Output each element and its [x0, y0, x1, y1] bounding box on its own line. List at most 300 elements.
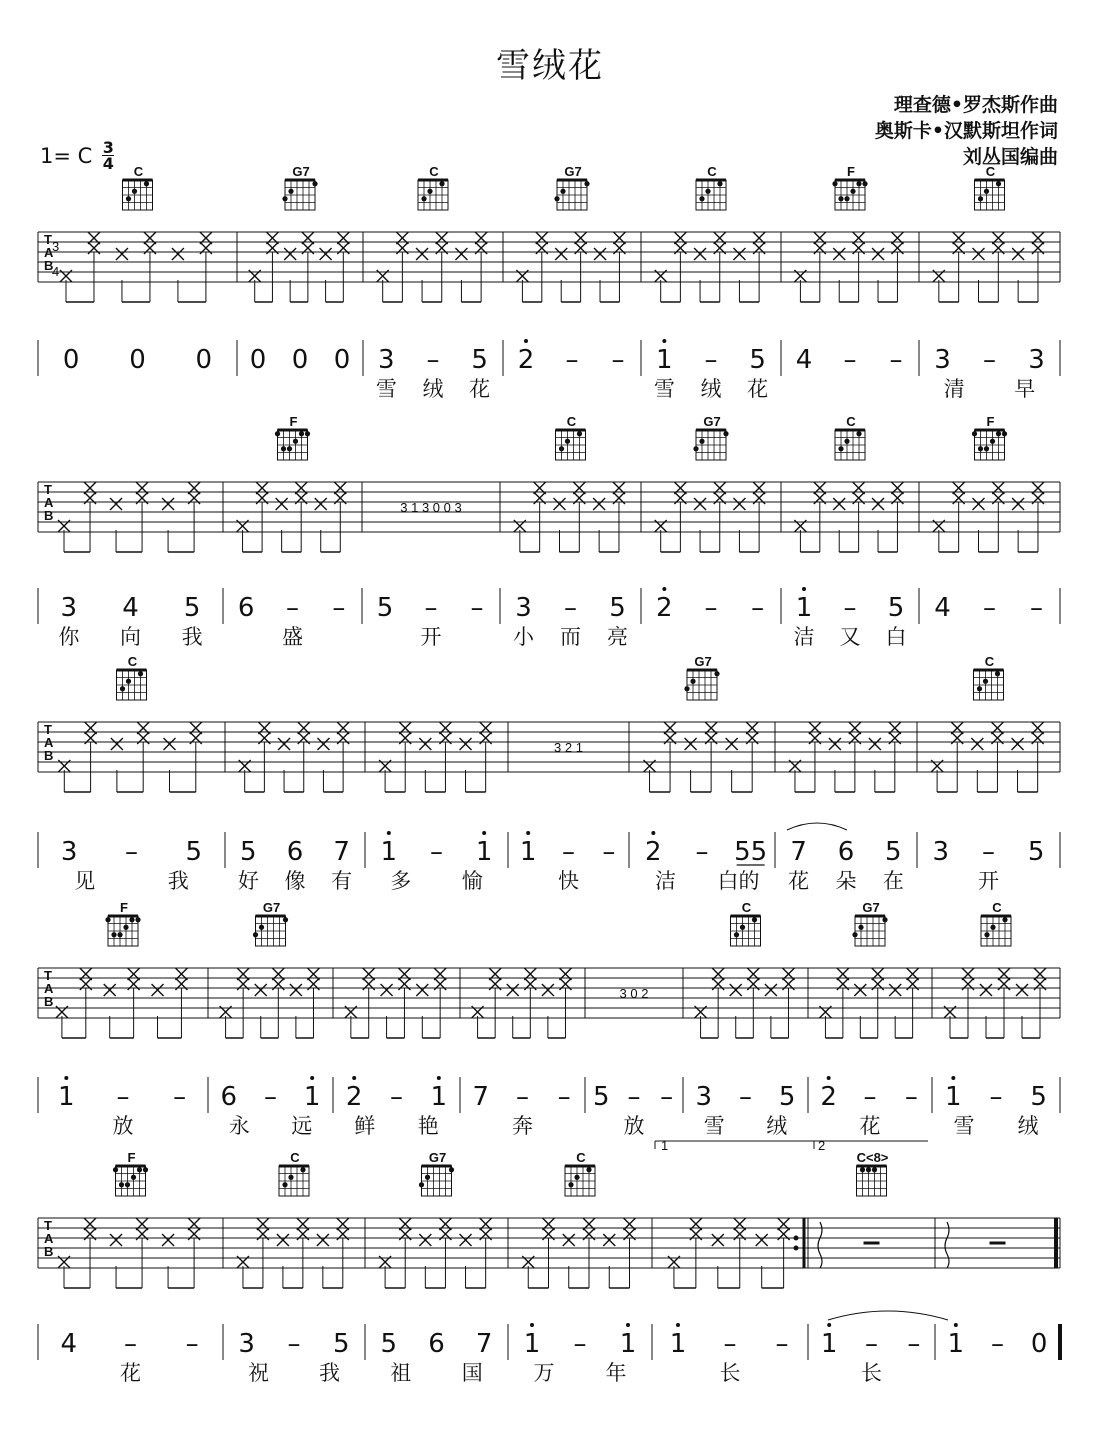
- jianpu-note: 2: [656, 593, 673, 623]
- chord-diagram: [981, 900, 1011, 946]
- jianpu-note: 3: [932, 837, 950, 867]
- fret-dot: [856, 431, 861, 436]
- jianpu-note: 7: [333, 837, 350, 867]
- fret-dot: [137, 1167, 142, 1172]
- chord-name: G7: [862, 900, 880, 915]
- fret-dot: [421, 196, 426, 201]
- fret-dot: [844, 196, 849, 201]
- chord-name: G7: [292, 164, 310, 179]
- chord-diagram: [123, 164, 153, 210]
- jianpu-note: 6: [237, 593, 255, 623]
- lyric-char: 盛: [282, 625, 303, 649]
- repeat-dot: [794, 1236, 799, 1241]
- jianpu-note: –: [390, 1082, 403, 1112]
- lyric-char: 洁: [655, 869, 676, 893]
- lyric-char: 放: [623, 1114, 645, 1138]
- chord-diagram: [113, 1150, 148, 1196]
- lyric-char: 鲜: [354, 1114, 376, 1138]
- jianpu-note: –: [564, 593, 577, 623]
- lyric-char: 花: [747, 377, 769, 401]
- time-bottom: 4: [102, 154, 114, 173]
- jianpu-note: –: [264, 1082, 277, 1112]
- lyric-char: 好: [237, 869, 259, 893]
- jianpu-note: 2: [517, 345, 535, 375]
- chord-diagram: [975, 164, 1005, 210]
- jianpu-note: –: [865, 1329, 878, 1359]
- jianpu-note: 7: [472, 1082, 490, 1112]
- tab-letter: A: [44, 1231, 54, 1246]
- jianpu-note: 7: [790, 837, 807, 867]
- fret-dot: [131, 1175, 136, 1180]
- jianpu-note: 3: [515, 593, 532, 623]
- staff-system-4: [38, 900, 1060, 1153]
- chord-name: G7: [564, 164, 582, 179]
- lyric-char: 早: [1014, 377, 1036, 401]
- jianpu-note: –: [287, 1329, 301, 1359]
- jianpu-note: –: [557, 1082, 571, 1112]
- fret-dot: [123, 925, 128, 930]
- fret-dot: [293, 439, 298, 444]
- jianpu-note: –: [843, 593, 857, 623]
- jianpu-note: 4: [934, 593, 951, 623]
- lyric-char: 而: [560, 625, 581, 649]
- jianpu-note: –: [1030, 593, 1043, 623]
- staff-system-3: [38, 654, 1060, 893]
- jianpu-note: 5: [609, 593, 626, 623]
- jianpu-note: 0: [333, 345, 351, 375]
- fret-dot: [288, 1175, 293, 1180]
- chord-diagram: [696, 164, 726, 210]
- jianpu-note: –: [286, 593, 299, 623]
- jianpu-note: 4: [122, 593, 139, 623]
- jianpu-note: 3: [1028, 345, 1045, 375]
- lyric-char: 绒: [766, 1114, 788, 1138]
- chord-name: C: [992, 900, 1002, 915]
- jianpu-note: –: [704, 593, 718, 623]
- fret-dot: [978, 446, 983, 451]
- jianpu-note: 1: [519, 837, 537, 867]
- jianpu-note: –: [116, 1082, 130, 1112]
- jianpu-note: –: [332, 593, 346, 623]
- fret-dot: [427, 189, 432, 194]
- lyric-char: 我: [167, 869, 189, 893]
- chord-name: C: [127, 654, 138, 669]
- lyric-char: 永: [228, 1114, 250, 1138]
- fret-dot: [300, 1167, 305, 1172]
- fret-dot: [690, 679, 695, 684]
- chord-name: F: [120, 900, 128, 915]
- chord-name: C: [290, 1150, 300, 1165]
- high-octave-dot: [662, 587, 666, 591]
- high-octave-dot: [482, 831, 486, 835]
- fret-dot: [143, 1167, 148, 1172]
- jianpu-note: 3: [378, 345, 395, 375]
- high-octave-dot: [651, 831, 655, 835]
- tab-time-top: 3: [52, 239, 60, 254]
- jianpu-note: 1: [820, 1329, 838, 1359]
- fret-dot: [862, 181, 867, 186]
- fret-dot: [995, 671, 1000, 676]
- fret-dot: [574, 1175, 579, 1180]
- chord-name: C: [429, 164, 439, 179]
- high-octave-dot: [526, 831, 530, 835]
- jianpu-note: 3: [60, 593, 78, 623]
- jianpu-note: 3: [695, 1082, 713, 1112]
- jianpu-note: –: [982, 837, 995, 867]
- fret-dot: [439, 181, 444, 186]
- jianpu-note: –: [430, 837, 443, 867]
- jianpu-note: 1: [669, 1329, 687, 1359]
- tab-letter: T: [44, 232, 52, 247]
- chord-name: G7: [703, 414, 721, 429]
- tab-letter: A: [44, 245, 54, 260]
- chord-diagram: [419, 1150, 454, 1196]
- chord-diagram: [279, 1150, 309, 1196]
- fret-dot: [312, 181, 317, 186]
- lyricist-credit: 奥斯卡•汉默斯坦作词: [874, 120, 1058, 142]
- chord-diagram: [972, 414, 1007, 460]
- chord-name: F: [289, 414, 298, 429]
- jianpu-note: –: [185, 1329, 199, 1359]
- lyric-char: 奔: [512, 1114, 533, 1138]
- fret-dot: [120, 686, 125, 691]
- jianpu-note: –: [983, 345, 996, 375]
- jianpu-note: 1: [945, 1082, 962, 1112]
- fret-dot: [259, 925, 264, 930]
- jianpu-note: 5: [376, 593, 394, 623]
- lyric-char: 花: [469, 377, 491, 401]
- lyric-char: 雪: [375, 377, 397, 401]
- jianpu-note: 5: [778, 1082, 796, 1112]
- fret-dot: [882, 917, 887, 922]
- fret-dot: [838, 196, 843, 201]
- fret-dot: [129, 917, 134, 922]
- jianpu-note: 1: [58, 1082, 75, 1112]
- fret-dot: [984, 932, 989, 937]
- fret-dot: [125, 1182, 130, 1187]
- high-octave-dot: [352, 1076, 356, 1080]
- chord-diagram: [105, 900, 140, 946]
- jianpu-note: –: [602, 837, 616, 867]
- lyric-char: 亮: [607, 625, 628, 649]
- lyric-char: 祖: [390, 1361, 412, 1385]
- fret-dot: [838, 446, 843, 451]
- jianpu-note: 1: [795, 593, 813, 623]
- jianpu-note: 6: [837, 837, 855, 867]
- tab-letter: B: [44, 994, 54, 1009]
- fret-dot: [281, 446, 286, 451]
- high-octave-dot: [524, 339, 528, 343]
- fret-dot: [135, 917, 140, 922]
- jianpu-note: 5: [749, 345, 766, 375]
- jianpu-note: –: [751, 593, 765, 623]
- jianpu-note: –: [611, 345, 625, 375]
- high-octave-dot: [626, 1323, 630, 1327]
- lyric-char: 开: [978, 869, 999, 893]
- fret-dot: [714, 671, 719, 676]
- arpeggio-mark: [945, 1222, 949, 1268]
- jianpu-note: –: [424, 593, 438, 623]
- jianpu-note: –: [627, 1082, 641, 1112]
- fret-dot: [996, 431, 1001, 436]
- lyric-char: 你: [58, 625, 80, 649]
- tab-letter: T: [44, 968, 52, 983]
- fret-dot: [852, 932, 857, 937]
- jianpu-note: –: [989, 1082, 1003, 1112]
- fret-dot: [559, 446, 564, 451]
- fret-dot: [856, 181, 861, 186]
- jianpu-note: 1: [619, 1329, 637, 1359]
- fret-dot: [1002, 917, 1007, 922]
- lyric-char: 在: [882, 869, 904, 893]
- fret-dot: [584, 181, 589, 186]
- jianpu-note: 5: [887, 593, 905, 623]
- fret-dot: [554, 196, 559, 201]
- jianpu-note: –: [983, 593, 996, 623]
- lyric-char: 绒: [700, 377, 722, 401]
- lyric-char: 清: [943, 377, 965, 401]
- jianpu-note: 4: [60, 1329, 78, 1359]
- lyric-char: 白: [885, 625, 907, 649]
- jianpu-note: 1: [380, 837, 398, 867]
- time-top: 3: [102, 138, 114, 157]
- jianpu-note: 2: [820, 1082, 837, 1112]
- jianpu-note: 0: [195, 345, 213, 375]
- chord-diagram: [554, 164, 589, 210]
- fret-dot: [126, 196, 131, 201]
- fret-dot: [425, 1175, 430, 1180]
- fret-dot: [253, 932, 258, 937]
- fret-dot: [872, 1167, 877, 1172]
- lyric-char: 绒: [1017, 1114, 1039, 1138]
- fret-dot: [560, 189, 565, 194]
- lyric-char: 花: [120, 1361, 141, 1385]
- fret-dot: [866, 1167, 871, 1172]
- chord-name: G7: [262, 900, 281, 915]
- jianpu-note: 6: [286, 837, 304, 867]
- lyric-char: 雪: [953, 1114, 975, 1138]
- tie-arc: [828, 1311, 948, 1320]
- jianpu-note: 7: [475, 1329, 493, 1359]
- lyric-char: 愉: [461, 869, 483, 893]
- high-octave-dot: [827, 1323, 831, 1327]
- chord-name: C: [984, 654, 995, 669]
- lyric-char: 年: [605, 1361, 627, 1385]
- high-octave-dot: [387, 831, 391, 835]
- slur-arc: [787, 823, 847, 830]
- chord-name: G7: [694, 654, 712, 669]
- fret-dot: [860, 1167, 865, 1172]
- tab-time-bottom: 4: [52, 264, 60, 279]
- jianpu-note: –: [723, 1329, 737, 1359]
- lyric-char: 雪: [703, 1114, 725, 1138]
- fret-dot: [577, 431, 582, 436]
- tab-letter: B: [44, 748, 54, 763]
- jianpu-note: 5: [885, 837, 902, 867]
- chord-diagram: [275, 414, 310, 460]
- jianpu-note: –: [907, 1329, 921, 1359]
- tab-letter: A: [44, 735, 54, 750]
- chord-name: F: [847, 164, 855, 179]
- tab-letter: B: [44, 508, 54, 523]
- fret-dot: [723, 431, 728, 436]
- lyric-char: 我: [319, 1361, 340, 1385]
- chord-diagram: [253, 900, 288, 946]
- chord-name: C: [741, 900, 752, 915]
- chord-diagram: [693, 414, 728, 460]
- chord-diagram: [832, 164, 867, 210]
- jianpu-note: 5: [240, 837, 257, 867]
- fret-dot: [117, 932, 122, 937]
- fret-dot: [299, 431, 304, 436]
- jianpu-note: 6: [428, 1329, 445, 1359]
- jianpu-note: 1: [303, 1082, 321, 1112]
- fret-dot: [287, 446, 292, 451]
- chord-name: C: [576, 1150, 586, 1165]
- high-octave-dot: [662, 339, 666, 343]
- jianpu-note: 1: [656, 345, 673, 375]
- fret-dot: [565, 439, 570, 444]
- lyric-char: 开: [420, 625, 442, 649]
- fret-dot: [850, 189, 855, 194]
- jianpu-note: 4: [795, 345, 813, 375]
- lyric-char: 见: [74, 869, 96, 893]
- fret-dot: [734, 932, 739, 937]
- lyric-char: 洁: [793, 625, 815, 649]
- jianpu-note: –: [470, 593, 484, 623]
- lyric-char: 放: [112, 1114, 134, 1138]
- jianpu-note: 6: [220, 1082, 238, 1112]
- chord-name: F: [127, 1150, 136, 1165]
- jianpu-note: 2: [345, 1082, 363, 1112]
- fret-dot: [132, 189, 137, 194]
- jianpu-note: –: [991, 1329, 1004, 1359]
- fret-dot: [977, 686, 982, 691]
- chord-diagram: [857, 1150, 889, 1196]
- lyric-char: 向: [120, 625, 141, 649]
- jianpu-note: 3: [60, 837, 78, 867]
- jianpu-note: 0: [1030, 1329, 1048, 1359]
- fret-dot: [282, 1182, 287, 1187]
- fret-dot: [283, 917, 288, 922]
- fret-dot: [978, 196, 983, 201]
- tab-letter: B: [44, 258, 54, 273]
- arranger-credit: 刘丛国编曲: [962, 146, 1058, 168]
- jianpu-note: 1: [523, 1329, 541, 1359]
- fret-dot: [111, 932, 116, 937]
- jianpu-note: 0: [249, 345, 267, 375]
- high-octave-dot: [951, 1076, 955, 1080]
- fret-dot: [288, 189, 293, 194]
- lyric-char: 长: [861, 1361, 882, 1385]
- jianpu-note: –: [124, 1329, 137, 1359]
- lyric-char: 雪: [653, 377, 675, 401]
- arpeggio-mark: [818, 1222, 822, 1268]
- chord-name: C<8>: [856, 1150, 889, 1165]
- tab-letter: A: [44, 981, 54, 996]
- fret-dot: [105, 917, 110, 922]
- tab-fret-numbers: 3 2 1: [554, 740, 583, 755]
- lyric-char: 我: [181, 625, 203, 649]
- fret-dot: [113, 1167, 118, 1172]
- jianpu-note: 0: [62, 345, 80, 375]
- tab-letter: B: [44, 1244, 54, 1259]
- song-title: 雪绒花: [496, 46, 604, 86]
- jianpu-note: 55: [734, 837, 768, 867]
- staff-system-2: [38, 414, 1060, 649]
- lyric-char: 小: [513, 625, 534, 649]
- jianpu-note: 0: [129, 345, 146, 375]
- jianpu-note: 1: [947, 1329, 965, 1359]
- jianpu-note: –: [775, 1329, 789, 1359]
- jianpu-note: 1: [475, 837, 493, 867]
- fret-dot: [983, 679, 988, 684]
- fret-dot: [693, 446, 698, 451]
- jianpu-note: –: [426, 345, 440, 375]
- jianpu-note: –: [739, 1082, 752, 1112]
- fret-dot: [126, 679, 131, 684]
- jianpu-note: –: [843, 345, 857, 375]
- tab-fret-numbers: 3 0 2: [619, 986, 649, 1001]
- jianpu-note: –: [660, 1082, 674, 1112]
- lyric-char: 祝: [248, 1361, 269, 1385]
- fret-dot: [144, 181, 149, 186]
- staff-system-5: [38, 1150, 1060, 1385]
- key-label: 1= C: [40, 143, 93, 168]
- chord-diagram: [852, 900, 887, 946]
- staff-system-1: [38, 164, 1060, 401]
- chord-name: C: [566, 414, 577, 429]
- lyric-char: 多: [390, 869, 412, 893]
- lyric-char: 朵: [835, 869, 857, 893]
- jianpu-note: –: [704, 345, 718, 375]
- chord-name: F: [986, 414, 995, 429]
- fret-dot: [705, 189, 710, 194]
- high-octave-dot: [530, 1323, 534, 1327]
- fret-dot: [119, 1182, 124, 1187]
- fret-dot: [305, 431, 310, 436]
- lyric-char: 国: [461, 1361, 483, 1385]
- chord-diagram: [684, 654, 719, 700]
- fret-dot: [972, 431, 977, 436]
- lyric-char: 又: [839, 625, 861, 649]
- jianpu-note: 1: [430, 1082, 448, 1112]
- chord-name: G7: [428, 1150, 447, 1165]
- jianpu-note: 5: [183, 593, 201, 623]
- jianpu-note: –: [573, 1329, 587, 1359]
- jianpu-note: 2: [645, 837, 662, 867]
- chord-diagram: [117, 654, 147, 700]
- fret-dot: [858, 925, 863, 930]
- jianpu-note: 5: [185, 837, 203, 867]
- fret-dot: [717, 181, 722, 186]
- tab-fret-numbers: 3 1 3 0 0 3: [400, 500, 462, 515]
- high-octave-dot: [954, 1323, 958, 1327]
- lyric-char: 白的: [717, 869, 760, 893]
- fret-dot: [275, 431, 280, 436]
- fret-dot: [699, 439, 704, 444]
- tab-letter: T: [44, 722, 52, 737]
- fret-dot: [699, 196, 704, 201]
- high-octave-dot: [827, 1076, 831, 1080]
- jianpu-note: 5: [1027, 837, 1045, 867]
- lyric-char: 花: [788, 869, 810, 893]
- lyric-char: 远: [291, 1114, 313, 1138]
- fret-dot: [832, 181, 837, 186]
- fret-dot: [990, 925, 995, 930]
- jianpu-note: 3: [238, 1329, 255, 1359]
- fret-dot: [138, 671, 143, 676]
